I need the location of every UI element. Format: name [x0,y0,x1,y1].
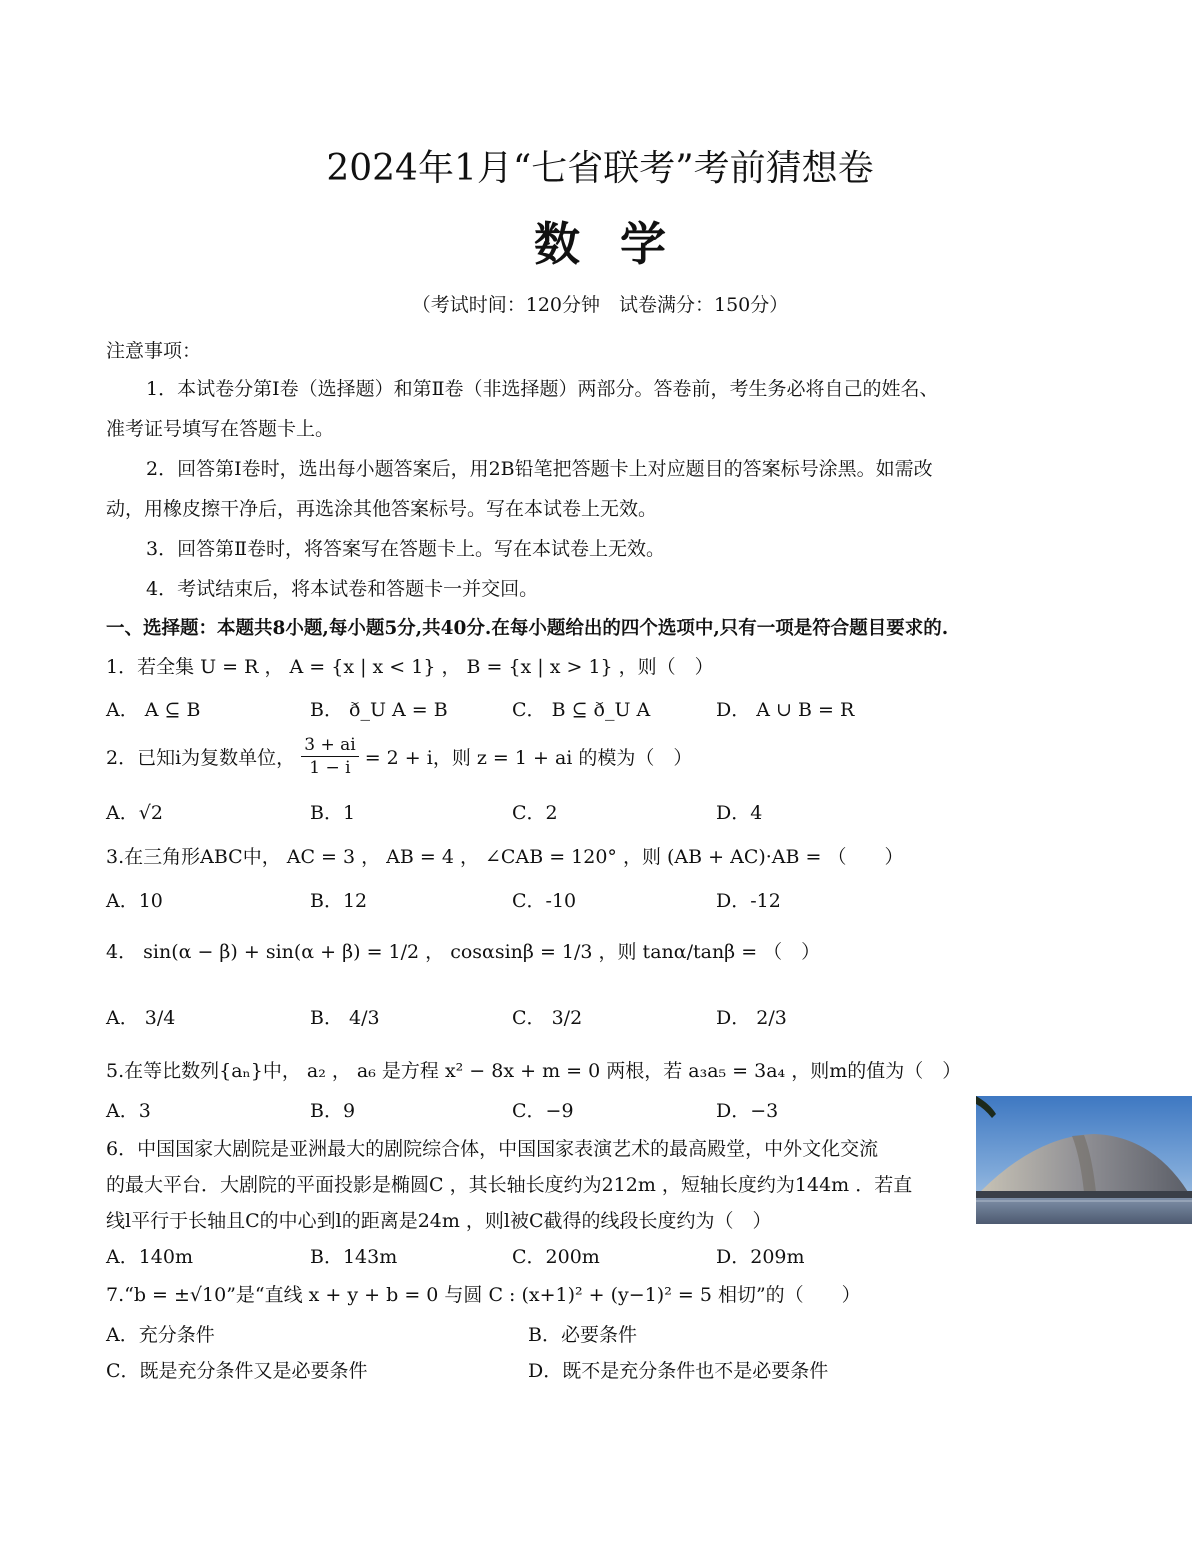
question-5: 5.在等比数列{aₙ}中， a₂ ， a₆ 是方程 x² − 8x + m = 0 两根，若 a₃a₅ = 3a₄ ，则m的值为（ ） [106,1060,962,1082]
section-1-heading: 一、选择题：本题共8小题,每小题5分,共40分.在每小题给出的四个选项中,只有一项是符合题目要求的. [106,618,949,639]
q6-option-b: B．143m [310,1246,398,1268]
q5-option-c: C．−9 [512,1100,574,1122]
note-2-line-2: 动，用橡皮擦干净后，再选涂其他答案标号。写在本试卷上无效。 [106,498,658,520]
q4-option-c: C． 3/2 [512,1007,583,1029]
grand-theatre-photo [976,1096,1192,1224]
q2-frac-num: 3 + ai [301,734,358,757]
q1-option-c: C． B ⊆ ð_U A [512,699,651,721]
q2-option-b: B．1 [310,802,356,824]
note-4: 4．考试结束后，将本试卷和答题卡一并交回。 [146,578,539,600]
q3-option-a: A．10 [106,890,163,912]
question-4: 4． sin(α − β) + sin(α + β) = 1/2 ， cosαsinβ = 1/3 ，则 tanα/tanβ = （ ） [106,941,821,963]
q2-option-d: D．4 [716,802,763,824]
note-2-line-1: 2．回答第Ⅰ卷时，选出每小题答案后，用2B铅笔把答题卡上对应题目的答案标号涂黑。如需改 [146,458,933,480]
question-6-line-3: 线l平行于长轴且C的中心到l的距离是24m ，则l被C截得的线段长度约为（ ） [106,1210,772,1232]
q4-option-a: A． 3/4 [106,1007,176,1029]
q4-option-b: B． 4/3 [310,1007,380,1029]
q6-option-d: D．209m [716,1246,805,1268]
note-1-line-2: 准考证号填写在答题卡上。 [106,418,335,440]
q3-option-d: D．-12 [716,890,781,912]
q6-option-c: C．200m [512,1246,600,1268]
subject-title: 数学 [534,217,706,271]
q4-option-d: D． 2/3 [716,1007,787,1029]
question-3: 3.在三角形ABC中， AC = 3 ， AB = 4 ， ∠CAB = 120° ，则 (AB + AC)·AB = （ ） [106,846,904,868]
q6-option-a: A．140m [106,1246,194,1268]
question-7: 7.“b = ±√10”是“直线 x + y + b = 0 与圆 C : (x+1)² + (y−1)² = 5 相切”的（ ） [106,1284,861,1306]
q2-text-post: = 2 + i，则 z = 1 + ai 的模为（ ） [364,747,693,769]
q5-option-d: D．−3 [716,1100,779,1122]
q2-text-pre: 2．已知i为复数单位， [106,747,296,769]
notes-heading: 注意事项： [106,340,202,362]
q1-option-b: B． ð_U A = B [310,699,448,721]
q5-option-b: B．9 [310,1100,356,1122]
q3-option-c: C．-10 [512,890,577,912]
q2-fraction [301,734,358,779]
q1-option-d: D． A ∪ B = R [716,699,855,721]
page-title: 2024年1月“七省联考”考前猜想卷 [326,148,874,189]
q1-option-a: A． A ⊆ B [106,699,201,721]
q5-option-a: A．3 [106,1100,151,1122]
exam-info: （考试时间：120分钟 试卷满分：150分） [411,294,789,316]
note-1-line-1: 1．本试卷分第Ⅰ卷（选择题）和第Ⅱ卷（非选择题）两部分。答卷前，考生务必将自己的姓名、 [146,378,939,400]
q7-option-b: B．必要条件 [528,1324,637,1346]
q7-option-a: A．充分条件 [106,1324,215,1346]
q3-option-b: B．12 [310,890,368,912]
q2-option-c: C．2 [512,802,558,824]
q2-frac-den: 1 − i [309,758,351,778]
question-6-line-2: 的最大平台．大剧院的平面投影是椭圆C ，其长轴长度约为212m ，短轴长度约为144m ．若直 [106,1174,913,1196]
q7-option-d: D．既不是充分条件也不是必要条件 [528,1360,829,1382]
question-1: 1．若全集 U = R ， A = {x | x < 1} ， B = {x | x > 1} ，则（ ） [106,656,714,678]
q2-option-a: A．√2 [106,802,163,824]
note-3: 3．回答第Ⅱ卷时，将答案写在答题卡上。写在本试卷上无效。 [146,538,666,560]
question-2 [106,734,692,779]
question-6-line-1: 6．中国国家大剧院是亚洲最大的剧院综合体，中国国家表演艺术的最高殿堂，中外文化交流 [106,1138,879,1160]
q7-option-c: C．既是充分条件又是必要条件 [106,1360,368,1382]
